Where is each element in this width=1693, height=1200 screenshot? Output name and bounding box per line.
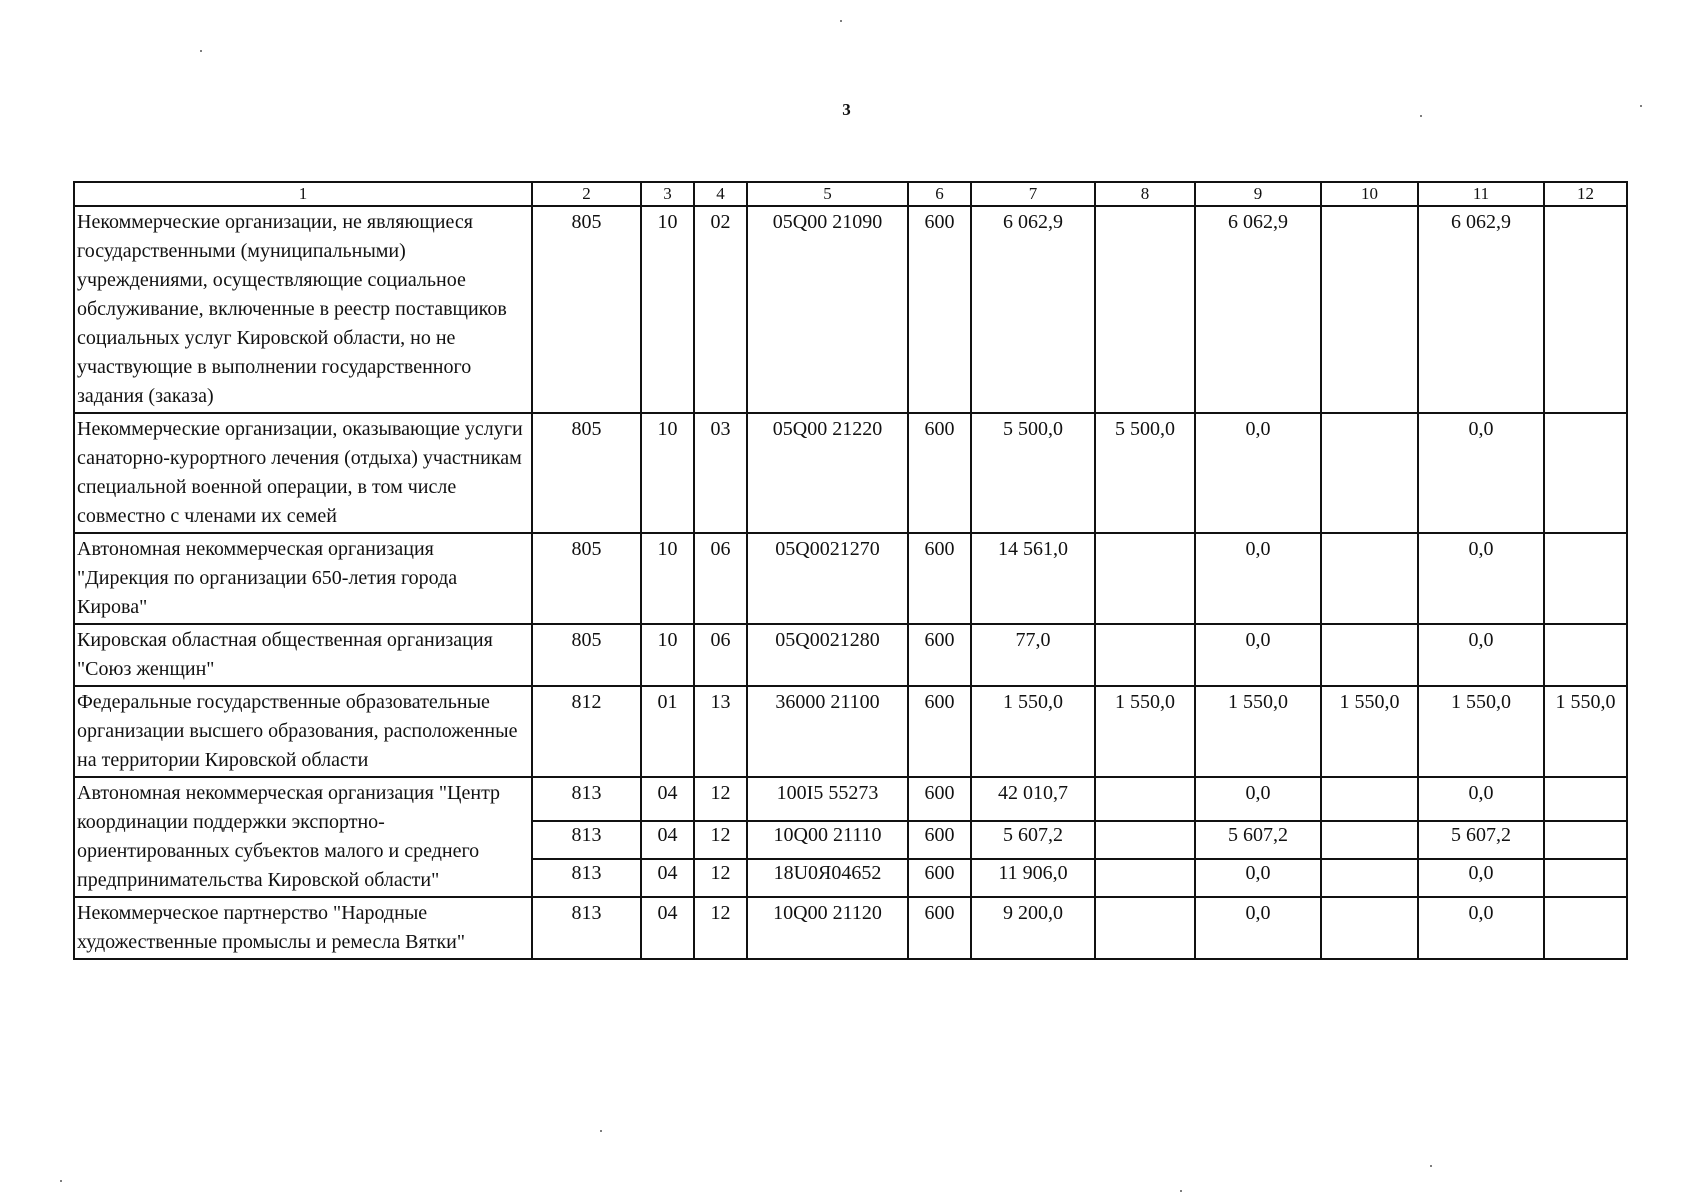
header-cell-1: 1 (74, 182, 532, 206)
cell-col-11: 6 062,9 (1418, 206, 1544, 413)
cell-col-10 (1321, 859, 1418, 897)
organization-name: Некоммерческие организации, оказывающие услуги санаторно-курортного лечения (отдыха) участникам специальной военной операции, в том числе совместно с членами их семей (74, 413, 532, 533)
page-number: 3 (842, 100, 851, 119)
cell-col-7: 11 906,0 (971, 859, 1095, 897)
cell-col-6: 600 (908, 413, 971, 533)
header-cell-12: 12 (1544, 182, 1627, 206)
cell-col-4: 12 (694, 821, 747, 859)
cell-col-4: 12 (694, 897, 747, 959)
cell-col-4: 12 (694, 777, 747, 821)
cell-col-3: 04 (641, 897, 694, 959)
cell-col-10 (1321, 413, 1418, 533)
header-cell-8: 8 (1095, 182, 1195, 206)
organization-name: Автономная некоммерческая организация "Центр координации поддержки экспортно-ориентированных субъектов малого и среднего предпринимательства Кировской области" (74, 777, 532, 897)
cell-col-11: 0,0 (1418, 897, 1544, 959)
cell-col-8 (1095, 533, 1195, 624)
cell-col-9: 0,0 (1195, 859, 1321, 897)
cell-col-9: 0,0 (1195, 413, 1321, 533)
cell-col-12 (1544, 821, 1627, 859)
cell-col-10: 1 550,0 (1321, 686, 1418, 777)
header-cell-9: 9 (1195, 182, 1321, 206)
cell-col-11: 0,0 (1418, 533, 1544, 624)
cell-col-2: 813 (532, 897, 641, 959)
cell-col-7: 9 200,0 (971, 897, 1095, 959)
scan-speck (600, 1130, 602, 1132)
scan-speck (60, 1180, 62, 1182)
cell-col-7: 5 607,2 (971, 821, 1095, 859)
cell-col-7: 5 500,0 (971, 413, 1095, 533)
cell-col-2: 805 (532, 206, 641, 413)
cell-col-4: 13 (694, 686, 747, 777)
table-header (74, 182, 1627, 206)
cell-col-6: 600 (908, 686, 971, 777)
cell-col-8: 1 550,0 (1095, 686, 1195, 777)
organization-name: Кировская областная общественная организация "Союз женщин" (74, 624, 532, 686)
cell-col-2: 813 (532, 859, 641, 897)
cell-col-12 (1544, 206, 1627, 413)
cell-col-11: 0,0 (1418, 777, 1544, 821)
table-row (74, 897, 1627, 959)
cell-col-3: 04 (641, 821, 694, 859)
cell-col-3: 10 (641, 533, 694, 624)
organization-name: Некоммерческие организации, не являющиеся государственными (муниципальными) учреждениями, осуществляющие социальное обслуживание, включенные в реестр поставщиков социальных услуг Кировской области, но не участвующие в выполнении государственного задания (заказа) (74, 206, 532, 413)
cell-col-11: 0,0 (1418, 624, 1544, 686)
budget-table (73, 181, 1628, 960)
cell-col-6: 600 (908, 206, 971, 413)
scan-speck (840, 20, 842, 22)
cell-col-3: 10 (641, 413, 694, 533)
table-body (74, 206, 1627, 959)
cell-col-9: 1 550,0 (1195, 686, 1321, 777)
cell-col-6: 600 (908, 624, 971, 686)
cell-col-6: 600 (908, 859, 971, 897)
cell-col-5: 100I5 55273 (747, 777, 908, 821)
cell-col-7: 1 550,0 (971, 686, 1095, 777)
cell-col-6: 600 (908, 897, 971, 959)
cell-col-3: 10 (641, 206, 694, 413)
header-cell-6: 6 (908, 182, 971, 206)
cell-col-6: 600 (908, 533, 971, 624)
cell-col-3: 10 (641, 624, 694, 686)
cell-col-7: 14 561,0 (971, 533, 1095, 624)
cell-col-11: 0,0 (1418, 859, 1544, 897)
scan-speck (1430, 1165, 1432, 1167)
header-cell-3: 3 (641, 182, 694, 206)
table-row (74, 413, 1627, 533)
cell-col-4: 06 (694, 533, 747, 624)
cell-col-4: 03 (694, 413, 747, 533)
scan-speck (1640, 105, 1642, 107)
cell-col-6: 600 (908, 821, 971, 859)
scan-speck (1420, 115, 1422, 117)
cell-col-12 (1544, 624, 1627, 686)
cell-col-5: 36000 21100 (747, 686, 908, 777)
scan-speck (200, 50, 202, 52)
table-row (74, 777, 1627, 821)
cell-col-8 (1095, 821, 1195, 859)
header-cell-10: 10 (1321, 182, 1418, 206)
header-cell-4: 4 (694, 182, 747, 206)
cell-col-5: 05Q0021270 (747, 533, 908, 624)
cell-col-8: 5 500,0 (1095, 413, 1195, 533)
cell-col-12 (1544, 533, 1627, 624)
table-row (74, 206, 1627, 413)
cell-col-2: 813 (532, 821, 641, 859)
header-cell-5: 5 (747, 182, 908, 206)
cell-col-12 (1544, 897, 1627, 959)
cell-col-4: 12 (694, 859, 747, 897)
cell-col-8 (1095, 897, 1195, 959)
cell-col-10 (1321, 777, 1418, 821)
cell-col-11: 5 607,2 (1418, 821, 1544, 859)
cell-col-2: 813 (532, 777, 641, 821)
organization-name: Автономная некоммерческая организация "Дирекция по организации 650-летия города Кирова" (74, 533, 532, 624)
cell-col-10 (1321, 897, 1418, 959)
table-row (74, 686, 1627, 777)
cell-col-11: 1 550,0 (1418, 686, 1544, 777)
cell-col-4: 02 (694, 206, 747, 413)
scan-speck (1180, 1190, 1182, 1192)
cell-col-8 (1095, 206, 1195, 413)
cell-col-9: 0,0 (1195, 533, 1321, 624)
cell-col-3: 04 (641, 777, 694, 821)
cell-col-5: 18U0Я04652 (747, 859, 908, 897)
cell-col-8 (1095, 777, 1195, 821)
cell-col-5: 05Q00 21220 (747, 413, 908, 533)
cell-col-9: 5 607,2 (1195, 821, 1321, 859)
table-row (74, 624, 1627, 686)
header-cell-7: 7 (971, 182, 1095, 206)
cell-col-8 (1095, 624, 1195, 686)
cell-col-12 (1544, 859, 1627, 897)
cell-col-9: 0,0 (1195, 777, 1321, 821)
cell-col-9: 6 062,9 (1195, 206, 1321, 413)
cell-col-4: 06 (694, 624, 747, 686)
cell-col-2: 812 (532, 686, 641, 777)
cell-col-12: 1 550,0 (1544, 686, 1627, 777)
cell-col-5: 05Q00 21090 (747, 206, 908, 413)
cell-col-2: 805 (532, 624, 641, 686)
cell-col-11: 0,0 (1418, 413, 1544, 533)
organization-name: Федеральные государственные образовательные организации высшего образования, расположенные на территории Кировской области (74, 686, 532, 777)
organization-name: Некоммерческое партнерство "Народные художественные промыслы и ремесла Вятки" (74, 897, 532, 959)
cell-col-10 (1321, 624, 1418, 686)
cell-col-10 (1321, 206, 1418, 413)
cell-col-8 (1095, 859, 1195, 897)
cell-col-10 (1321, 533, 1418, 624)
cell-col-2: 805 (532, 413, 641, 533)
cell-col-5: 10Q00 21120 (747, 897, 908, 959)
cell-col-9: 0,0 (1195, 897, 1321, 959)
cell-col-3: 04 (641, 859, 694, 897)
cell-col-6: 600 (908, 777, 971, 821)
cell-col-5: 05Q0021280 (747, 624, 908, 686)
cell-col-12 (1544, 777, 1627, 821)
header-cell-2: 2 (532, 182, 641, 206)
cell-col-10 (1321, 821, 1418, 859)
cell-col-7: 77,0 (971, 624, 1095, 686)
cell-col-5: 10Q00 21110 (747, 821, 908, 859)
header-row (74, 182, 1627, 206)
cell-col-12 (1544, 413, 1627, 533)
header-cell-11: 11 (1418, 182, 1544, 206)
cell-col-3: 01 (641, 686, 694, 777)
cell-col-7: 42 010,7 (971, 777, 1095, 821)
cell-col-9: 0,0 (1195, 624, 1321, 686)
table-row (74, 533, 1627, 624)
cell-col-7: 6 062,9 (971, 206, 1095, 413)
cell-col-2: 805 (532, 533, 641, 624)
